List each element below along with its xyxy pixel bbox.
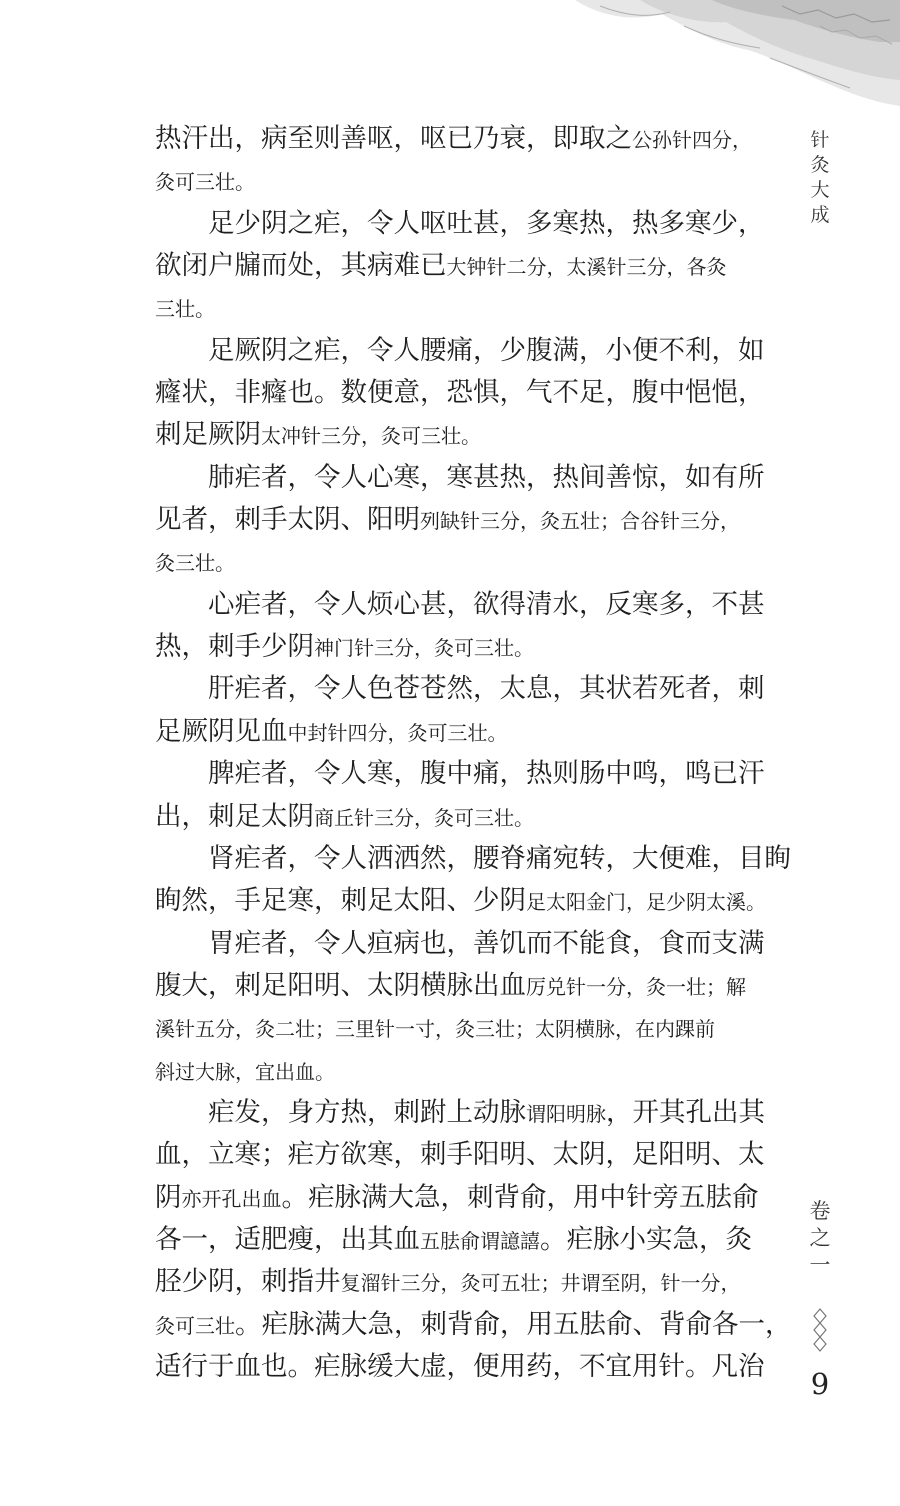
text-line <box>155 541 775 583</box>
text-line <box>155 1177 775 1219</box>
main-text: 肺疟者，令人心寒，寒甚热，热间善惊，如有所 <box>208 461 765 493</box>
decorative-landscape-corner <box>0 0 900 120</box>
main-text: 。疟脉满大急，刺背俞，用五胠俞、背俞各一， <box>235 1308 792 1340</box>
text-line <box>155 1219 775 1261</box>
main-text: 眴然，手足寒，刺足太阳、少阴 <box>155 885 526 917</box>
annotation: 灸可三壮。 <box>155 170 255 195</box>
text-line <box>155 414 775 456</box>
main-text: 欲闭户牖而处，其病难已 <box>155 250 447 282</box>
text-line <box>155 457 775 499</box>
annotation: 斜过大脉，宜出血。 <box>155 1059 335 1084</box>
text-line <box>155 1261 775 1303</box>
text-line <box>155 499 775 541</box>
main-text: 心疟者，令人烦心甚，欲得清水，反寒多，不甚 <box>208 588 765 620</box>
main-text: 热汗出，病至则善呕，呕已乃衰，即取之 <box>155 123 632 154</box>
text-line <box>155 753 775 795</box>
main-text: 适行于血也。疟脉缓大虚，便用药，不宜用针。凡治 <box>155 1350 765 1382</box>
text-line <box>155 330 775 372</box>
main-text: 胫少阴，刺指井 <box>155 1266 341 1298</box>
annotation: 三壮。 <box>155 297 215 322</box>
text-line <box>155 118 775 160</box>
text-line <box>155 287 775 329</box>
text-line <box>155 1007 775 1049</box>
main-text: 出，刺足太阴 <box>155 800 314 832</box>
text-line <box>155 796 775 838</box>
main-text: 各一，适肥瘦，出其血 <box>155 1223 420 1255</box>
main-text: 。疟脉满大急，刺背俞，用中针旁五胠俞 <box>281 1181 759 1213</box>
text-line <box>155 203 775 245</box>
main-text: 胃疟者，令人疸病也，善饥而不能食，食而支满 <box>208 927 765 959</box>
main-text: 疟发，身方热，刺跗上动脉 <box>208 1096 526 1128</box>
main-text: 肝疟者，令人色苍苍然，太息，其状若死者，刺 <box>208 673 765 705</box>
annotation: 溪针五分，灸二壮；三里针一寸，灸三壮；太阴横脉，在内踝前 <box>155 1017 715 1042</box>
diamond-ornament-icon <box>812 1308 828 1352</box>
annotation: 亦开孔出血 <box>181 1186 282 1211</box>
text-line <box>155 1346 775 1388</box>
text-line <box>155 245 775 287</box>
annotation: 列缺针三分，灸五壮；合谷针三分， <box>420 509 740 534</box>
main-text: 肾疟者，令人洒洒然，腰脊痛宛转，大便难，目眴 <box>208 842 791 874</box>
volume-label: 卷之一 <box>809 1199 831 1277</box>
text-line <box>155 880 775 922</box>
main-text: 足少阴之疟，令人呕吐甚，多寒热，热多寒少， <box>208 207 765 239</box>
text-line <box>155 1050 775 1092</box>
text-line <box>155 160 775 202</box>
running-title: 针灸大成 <box>810 129 830 226</box>
main-text: 。疟脉小实急，灸 <box>540 1223 752 1255</box>
text-line <box>155 1304 792 1346</box>
annotation: 厉兑针一分，灸一壮；解 <box>526 974 746 999</box>
annotation: 神门针三分，灸可三壮。 <box>314 636 534 661</box>
annotation: 公孙针四分， <box>632 128 752 152</box>
body-text <box>155 118 792 1388</box>
main-text: 足厥阴之疟，令人腰痛，少腹满，小便不利，如 <box>208 334 765 366</box>
annotation: 足太阳金门，足少阴太溪。 <box>526 890 766 915</box>
text-line <box>155 965 775 1007</box>
main-text: 热，刺手少阴 <box>155 631 314 663</box>
annotation: 复溜针三分，灸可五壮；井谓至阴，针一分， <box>340 1271 741 1296</box>
text-line <box>155 584 775 626</box>
annotation: 灸三壮。 <box>155 551 235 576</box>
text-line <box>155 838 791 880</box>
main-text: 癃状，非癃也。数便意，恐惧，气不足，腹中悒悒， <box>155 377 765 409</box>
main-text: 阴 <box>155 1181 182 1213</box>
main-text: ，开其孔出其 <box>606 1096 765 1128</box>
text-line <box>155 668 775 710</box>
text-line <box>155 626 775 668</box>
annotation: 五胠俞谓譩譆 <box>420 1228 540 1253</box>
page-number: 9 <box>810 1367 830 1401</box>
main-text: 刺足厥阴 <box>155 419 261 451</box>
annotation: 中封针四分，灸可三壮。 <box>287 720 508 745</box>
text-line <box>155 1134 775 1176</box>
main-text: 血，立寒；疟方欲寒，刺手阳明、太阴，足阳明、太 <box>155 1139 765 1171</box>
annotation: 大钟针二分，太溪针三分，各灸 <box>446 255 727 280</box>
text-line <box>155 923 775 965</box>
main-text: 足厥阴见血 <box>155 715 288 747</box>
annotation: 商丘针三分，灸可三壮。 <box>314 805 534 830</box>
main-text: 腹大，刺足阳明、太阴横脉出血 <box>155 969 526 1001</box>
annotation: 太冲针三分，灸可三壮。 <box>261 424 481 449</box>
annotation: 灸可三壮 <box>155 1313 235 1338</box>
annotation: 谓阳明脉 <box>526 1101 606 1126</box>
main-text: 脾疟者，令人寒，腹中痛，热则肠中鸣，鸣已汗 <box>208 758 765 790</box>
text-line <box>155 1092 775 1134</box>
text-line <box>155 711 775 753</box>
main-text: 见者，刺手太阴、阳明 <box>155 504 420 536</box>
text-line <box>155 372 775 414</box>
